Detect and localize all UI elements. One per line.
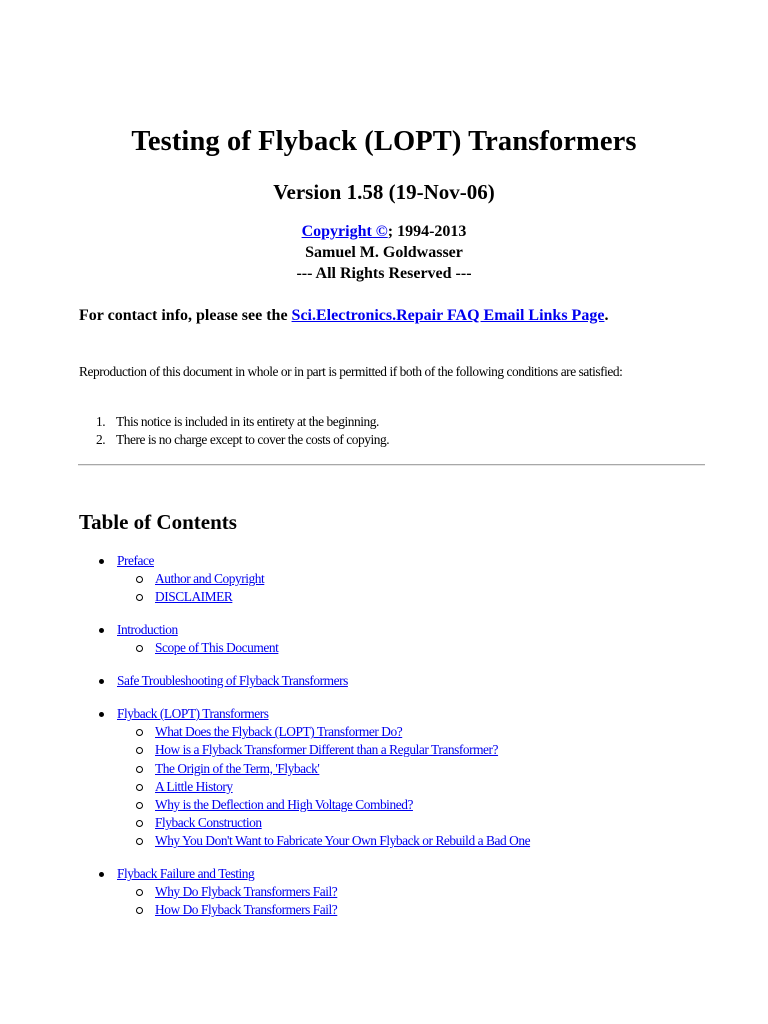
toc-link-origin-of-term[interactable]: The Origin of the Term, 'Flyback' bbox=[155, 760, 320, 776]
toc-item bbox=[79, 552, 264, 607]
toc-subitem bbox=[117, 639, 278, 657]
toc-sublist bbox=[117, 883, 337, 919]
circle-bullet-icon bbox=[136, 576, 143, 583]
toc-item bbox=[79, 865, 337, 920]
toc-section-preface bbox=[79, 552, 264, 607]
disc-bullet-icon bbox=[99, 628, 104, 633]
toc-subitem bbox=[117, 778, 530, 796]
toc-link-introduction[interactable]: Introduction bbox=[117, 622, 178, 637]
toc-subitem bbox=[117, 741, 530, 759]
toc-link-why-fail[interactable]: Why Do Flyback Transformers Fail? bbox=[155, 884, 338, 900]
condition-number: 1. bbox=[96, 414, 106, 429]
condition-item bbox=[79, 413, 389, 431]
circle-bullet-icon bbox=[136, 645, 143, 652]
circle-bullet-icon bbox=[136, 889, 143, 896]
toc-link-dont-fabricate[interactable]: Why You Don't Want to Fabricate Your Own Flyback or Rebuild a Bad One bbox=[155, 833, 531, 849]
toc-subitem bbox=[117, 814, 530, 832]
toc-link-scope[interactable]: Scope of This Document bbox=[155, 640, 279, 656]
disc-bullet-icon bbox=[99, 559, 104, 564]
toc-link-failure-testing[interactable]: Flyback Failure and Testing bbox=[117, 866, 255, 881]
toc-link-flyback-transformers[interactable]: Flyback (LOPT) Transformers bbox=[117, 706, 269, 721]
copyright-years: ; 1994-2013 bbox=[387, 223, 467, 240]
toc-link-little-history[interactable]: A Little History bbox=[155, 778, 233, 794]
page-title: Testing of Flyback (LOPT) Transformers bbox=[131, 126, 637, 157]
circle-bullet-icon bbox=[136, 907, 143, 914]
condition-item bbox=[79, 431, 389, 449]
toc-sublist bbox=[117, 639, 278, 657]
email-links-page-link[interactable]: Sci.Electronics.Repair FAQ Email Links Page bbox=[291, 307, 605, 324]
copyright-link[interactable]: Copyright © bbox=[301, 223, 388, 240]
circle-bullet-icon bbox=[136, 594, 143, 601]
reproduction-notice: Reproduction of this document in whole or in part is permitted if both of the following conditions are satisfied: bbox=[79, 364, 623, 379]
toc-subitem bbox=[117, 883, 337, 901]
circle-bullet-icon bbox=[136, 729, 143, 736]
circle-bullet-icon bbox=[136, 747, 143, 754]
toc-link-what-does-flyback-do[interactable]: What Does the Flyback (LOPT) Transformer Do? bbox=[155, 724, 403, 740]
circle-bullet-icon bbox=[136, 820, 143, 827]
toc-section-failure-testing bbox=[79, 865, 337, 920]
toc-item bbox=[79, 672, 348, 690]
author-name: Samuel M. Goldwasser bbox=[305, 244, 463, 261]
disc-bullet-icon bbox=[99, 679, 104, 684]
toc-subitem bbox=[117, 901, 337, 919]
circle-bullet-icon bbox=[136, 838, 143, 845]
circle-bullet-icon bbox=[136, 766, 143, 773]
rights-reserved: --- All Rights Reserved --- bbox=[296, 265, 472, 282]
toc-section-introduction bbox=[79, 621, 278, 657]
condition-number: 2. bbox=[96, 432, 106, 447]
condition-text: This notice is included in its entirety at the beginning. bbox=[116, 414, 379, 429]
toc-section-flyback-transformers bbox=[79, 705, 530, 851]
conditions-list bbox=[79, 413, 389, 449]
toc-section-safe-troubleshooting bbox=[79, 672, 348, 690]
disc-bullet-icon bbox=[99, 872, 104, 877]
toc-subitem bbox=[117, 570, 264, 588]
toc-subitem bbox=[117, 723, 530, 741]
toc-item bbox=[79, 705, 530, 851]
toc-link-disclaimer[interactable]: DISCLAIMER bbox=[155, 589, 233, 605]
toc-sublist bbox=[117, 570, 264, 606]
toc-heading: Table of Contents bbox=[79, 510, 237, 534]
copyright-block bbox=[0, 221, 768, 284]
copyright-line bbox=[0, 221, 768, 242]
toc-link-author-and-copyright[interactable]: Author and Copyright bbox=[155, 571, 265, 587]
toc-subitem bbox=[117, 796, 530, 814]
toc-link-preface[interactable]: Preface bbox=[117, 553, 154, 568]
toc-subitem bbox=[117, 832, 530, 850]
toc-item bbox=[79, 621, 278, 657]
toc-subitem bbox=[117, 760, 530, 778]
contact-info bbox=[79, 305, 608, 327]
contact-suffix: . bbox=[604, 307, 609, 324]
toc-subitem bbox=[117, 588, 264, 606]
horizontal-rule bbox=[78, 464, 705, 466]
condition-text: There is no charge except to cover the costs of copying. bbox=[116, 432, 390, 447]
toc-link-how-fail[interactable]: How Do Flyback Transformers Fail? bbox=[155, 902, 338, 918]
toc-link-safe-troubleshooting[interactable]: Safe Troubleshooting of Flyback Transformers bbox=[117, 673, 348, 688]
toc-link-flyback-vs-regular[interactable]: How is a Flyback Transformer Different than a Regular Transformer? bbox=[155, 742, 499, 758]
contact-prefix: For contact info, please see the bbox=[79, 307, 292, 324]
toc-link-flyback-construction[interactable]: Flyback Construction bbox=[155, 815, 262, 831]
disc-bullet-icon bbox=[99, 712, 104, 717]
toc-link-deflection-combined[interactable]: Why is the Deflection and High Voltage Combined? bbox=[155, 797, 413, 813]
circle-bullet-icon bbox=[136, 784, 143, 791]
version-line: Version 1.58 (19-Nov-06) bbox=[273, 180, 495, 204]
toc-sublist bbox=[117, 723, 530, 850]
circle-bullet-icon bbox=[136, 802, 143, 809]
